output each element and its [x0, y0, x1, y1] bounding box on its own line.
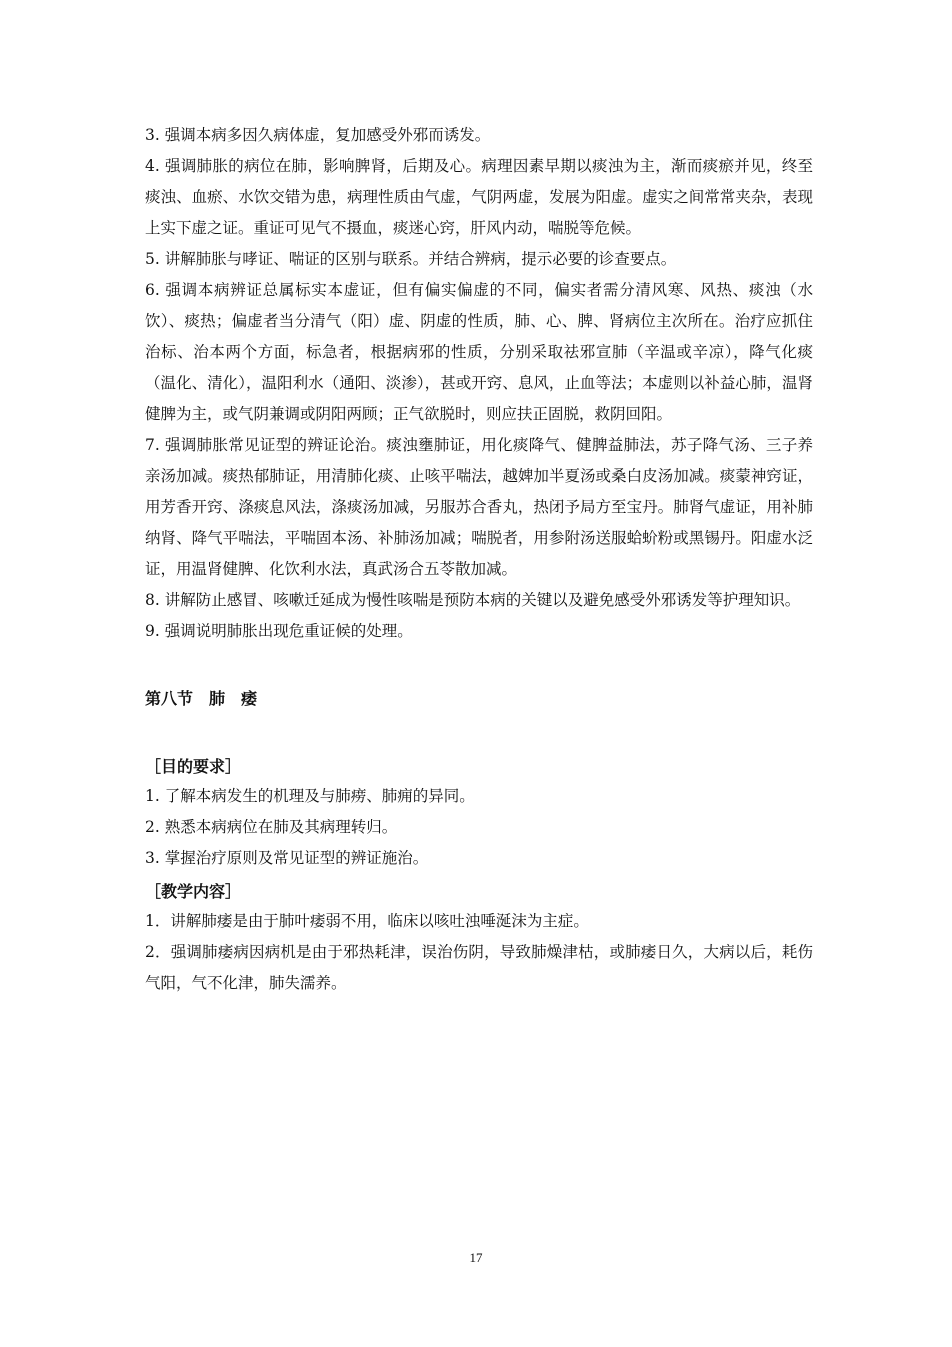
teaching-item: 2．强调肺痿病因病机是由于邪热耗津，误治伤阴，导致肺燥津枯，或肺痿日久，大病以后，耗伤气阳，气不化津，肺失濡养。	[145, 943, 813, 992]
section-title: 第八节 肺 痿	[145, 689, 258, 708]
teaching-heading: ［教学内容］	[145, 882, 242, 901]
teaching-item: 1．讲解肺痿是由于肺叶痿弱不用，临床以咳吐浊唾涎沫为主症。	[145, 912, 589, 930]
objective-item: 3. 掌握治疗原则及常见证型的辨证施治。	[145, 849, 429, 867]
objectives-heading: ［目的要求］	[145, 757, 242, 776]
page-content	[145, 120, 813, 999]
list-item: 4. 强调肺胀的病位在肺，影响脾肾，后期及心。病理因素早期以痰浊为主，渐而痰瘀并见，终至痰浊、血瘀、水饮交错为患，病理性质由气虚，气阴两虚，发展为阳虚。虚实之间常常夹杂，表现上实下虚之证。重证可见气不摄血，痰迷心窍，肝风内动，喘脱等危候。	[145, 157, 813, 237]
objective-item: 2. 熟悉本病病位在肺及其病理转归。	[145, 818, 398, 836]
list-item: 7. 强调肺胀常见证型的辨证论治。痰浊壅肺证，用化痰降气、健脾益肺法，苏子降气汤、三子养亲汤加减。痰热郁肺证，用清肺化痰、止咳平喘法，越婢加半夏汤或桑白皮汤加减。痰蒙神窍证，用芳香开窍、涤痰息风法，涤痰汤加减，另服苏合香丸，热闭予局方至宝丹。肺肾气虚证，用补肺纳肾、降气平喘法，平喘固本汤、补肺汤加减；喘脱者，用参附汤送服蛤蚧粉或黑锡丹。阳虚水泛证，用温肾健脾、化饮利水法，真武汤合五苓散加减。	[145, 436, 813, 578]
list-item: 3. 强调本病多因久病体虚，复加感受外邪而诱发。	[145, 126, 491, 144]
list-item: 8. 讲解防止感冒、咳嗽迁延成为慢性咳喘是预防本病的关键以及避免感受外邪诱发等护理知识。	[145, 591, 801, 609]
list-item: 9. 强调说明肺胀出现危重证候的处理。	[145, 622, 413, 640]
page-number: 17	[469, 1250, 483, 1265]
list-item: 6. 强调本病辨证总属标实本虚证，但有偏实偏虚的不同，偏实者需分清风寒、风热、痰浊（水饮）、痰热；偏虚者当分清气（阳）虚、阴虚的性质，肺、心、脾、肾病位主次所在。治疗应抓住治标、治本两个方面，标急者，根据病邪的性质，分别采取祛邪宣肺（辛温或辛凉），降气化痰（温化、清化），温阳利水（通阳、淡渗），甚或开窍、息风，止血等法；本虚则以补益心肺，温肾健脾为主，或气阴兼调或阴阳两顾；正气欲脱时，则应扶正固脱，救阴回阳。	[145, 281, 813, 423]
objective-item: 1. 了解本病发生的机理及与肺痨、肺痈的异同。	[145, 787, 475, 805]
list-item: 5. 讲解肺胀与哮证、喘证的区别与联系。并结合辨病，提示必要的诊查要点。	[145, 250, 677, 268]
